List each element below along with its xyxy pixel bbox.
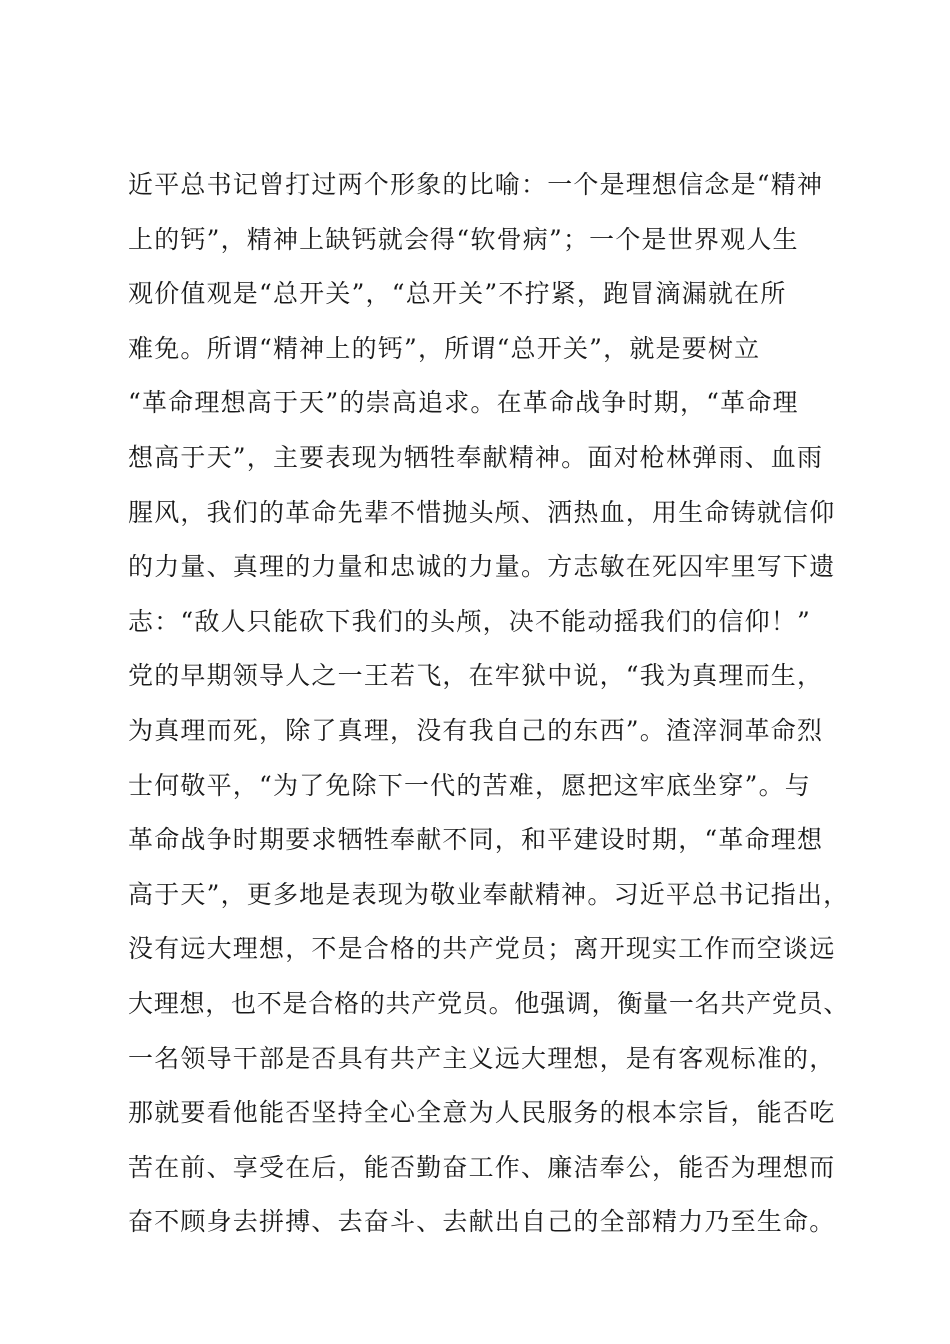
text-line: 的力量、真理的力量和忠诚的力量。方志敏在死囚牢里写下遗 bbox=[128, 552, 836, 582]
text-line: 革命战争时期要求牺牲奉献不同，和平建设时期，“革命理想 bbox=[128, 825, 824, 855]
text-line: 士何敬平，“为了免除下一代的苦难，愿把这牢底坐穿”。与 bbox=[128, 770, 811, 800]
text-line: 苦在前、享受在后，能否勤奋工作、廉洁奉公，能否为理想而 bbox=[128, 1152, 836, 1182]
text-line: 那就要看他能否坚持全心全意为人民服务的根本宗旨，能否吃 bbox=[128, 1098, 836, 1128]
text-line: 上的钙”，精神上缺钙就会得“软骨病”；一个是世界观人生 bbox=[128, 224, 799, 254]
text-line: 想高于天”，主要表现为牺牲奉献精神。面对枪林弹雨、血雨 bbox=[128, 442, 824, 472]
text-line: 大理想，也不是合格的共产党员。他强调，衡量一名共产党员、 bbox=[128, 988, 850, 1018]
text-line: 奋不顾身去拼搏、去奋斗、去献出自己的全部精力乃至生命。 bbox=[128, 1207, 836, 1237]
text-line: 为真理而死，除了真理，没有我自己的东西”。渣滓洞革命烈 bbox=[128, 715, 824, 745]
text-line: 没有远大理想，不是合格的共产党员；离开现实工作而空谈远 bbox=[128, 934, 836, 964]
text-line: 党的早期领导人之一王若飞，在牢狱中说，“我为真理而生， bbox=[128, 661, 824, 691]
text-line: 腥风，我们的革命先辈不惜抛头颅、洒热血，用生命铸就信仰 bbox=[128, 497, 836, 527]
text-line: 高于天”，更多地是表现为敬业奉献精神。习近平总书记指出， bbox=[128, 879, 850, 909]
text-line: “革命理想高于天”的崇高追求。在革命战争时期，“革命理 bbox=[128, 388, 799, 418]
text-line: 志：“敌人只能砍下我们的头颅，决不能动摇我们的信仰！” bbox=[128, 606, 811, 636]
body-paragraph bbox=[128, 158, 848, 1250]
text-line: 一名领导干部是否具有共产主义远大理想，是有客观标准的， bbox=[128, 1043, 836, 1073]
text-line: 难免。所谓“精神上的钙”，所谓“总开关”，就是要树立 bbox=[128, 333, 761, 363]
text-line: 近平总书记曾打过两个形象的比喻：一个是理想信念是“精神 bbox=[128, 170, 824, 199]
text-line: 观价值观是“总开关”，“总开关”不拧紧，跑冒滴漏就在所 bbox=[128, 279, 787, 309]
